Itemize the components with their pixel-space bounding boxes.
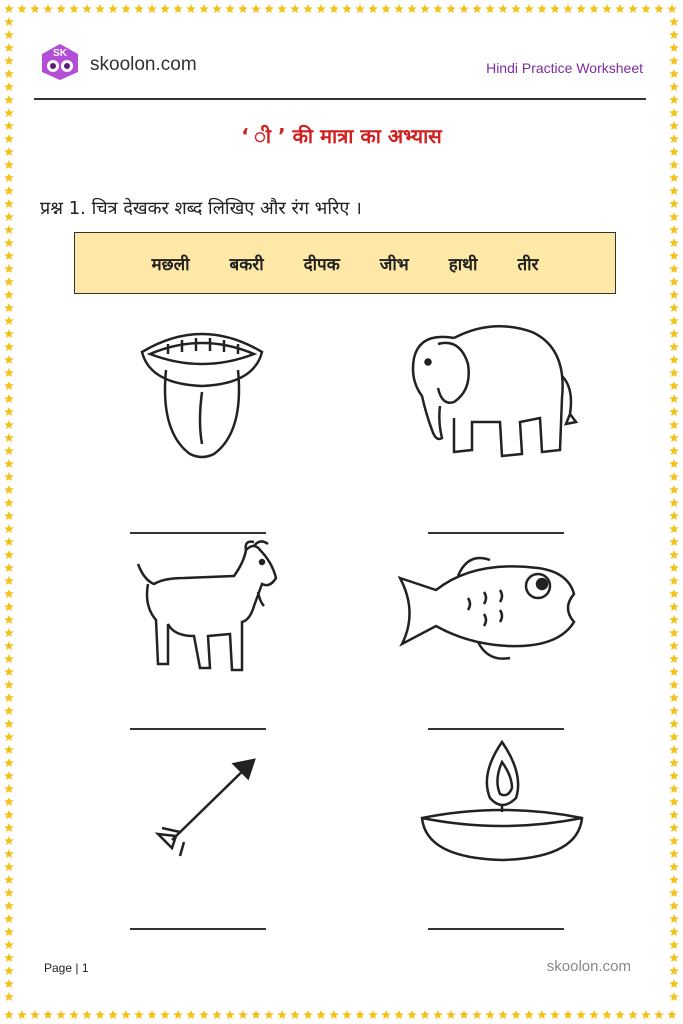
border-star-icon — [669, 95, 679, 104]
border-star-icon — [669, 303, 679, 312]
border-star-icon — [4, 394, 14, 403]
border-star-icon — [524, 1010, 534, 1019]
border-star-icon — [669, 940, 679, 949]
border-star-icon — [4, 524, 14, 533]
border-star-icon — [4, 576, 14, 585]
answer-line[interactable] — [130, 532, 266, 534]
border-star-icon — [4, 420, 14, 429]
border-star-icon — [472, 1010, 482, 1019]
border-star-icon — [4, 264, 14, 273]
border-star-icon — [134, 1010, 144, 1019]
border-star-icon — [669, 602, 679, 611]
border-star-icon — [381, 4, 391, 13]
border-star-icon — [303, 1010, 313, 1019]
border-star-icon — [173, 1010, 183, 1019]
border-star-icon — [4, 667, 14, 676]
border-star-icon — [669, 810, 679, 819]
border-star-icon — [669, 524, 679, 533]
border-star-icon — [394, 4, 404, 13]
border-star-icon — [669, 264, 679, 273]
border-star-icon — [82, 4, 92, 13]
border-star-icon — [669, 654, 679, 663]
border-star-icon — [550, 1010, 560, 1019]
border-star-icon — [4, 407, 14, 416]
border-star-icon — [669, 797, 679, 806]
border-star-icon — [4, 953, 14, 962]
elephant-icon — [402, 318, 580, 466]
border-star-icon — [4, 628, 14, 637]
border-star-icon — [669, 953, 679, 962]
page-number — [44, 961, 89, 975]
border-star-icon — [4, 680, 14, 689]
word-item: बकरी — [229, 254, 264, 275]
border-star-icon — [4, 368, 14, 377]
border-star-icon — [669, 433, 679, 442]
border-star-icon — [669, 615, 679, 624]
border-star-icon — [537, 4, 547, 13]
border-star-icon — [407, 4, 417, 13]
border-star-icon — [669, 862, 679, 871]
border-star-icon — [4, 537, 14, 546]
border-star-icon — [251, 4, 261, 13]
border-star-icon — [563, 1010, 573, 1019]
border-star-icon — [669, 537, 679, 546]
border-star-icon — [303, 4, 313, 13]
border-star-icon — [4, 316, 14, 325]
border-star-icon — [669, 394, 679, 403]
border-star-icon — [43, 1010, 53, 1019]
border-star-icon — [550, 4, 560, 13]
border-star-icon — [669, 407, 679, 416]
border-star-icon — [669, 381, 679, 390]
border-star-icon — [4, 732, 14, 741]
border-star-icon — [669, 82, 679, 91]
border-star-icon — [4, 940, 14, 949]
border-star-icon — [212, 4, 222, 13]
border-star-icon — [641, 1010, 651, 1019]
border-star-icon — [147, 4, 157, 13]
border-star-icon — [433, 1010, 443, 1019]
border-star-icon — [602, 1010, 612, 1019]
border-star-icon — [4, 17, 14, 26]
border-star-icon — [669, 108, 679, 117]
border-star-icon — [4, 823, 14, 832]
border-star-icon — [355, 4, 365, 13]
border-star-icon — [537, 1010, 547, 1019]
border-star-icon — [669, 550, 679, 559]
border-star-icon — [4, 901, 14, 910]
border-star-icon — [43, 4, 53, 13]
diya-icon — [418, 738, 586, 866]
border-star-icon — [669, 290, 679, 299]
border-star-icon — [4, 979, 14, 988]
border-star-icon — [4, 810, 14, 819]
border-star-icon — [4, 641, 14, 650]
border-star-icon — [669, 641, 679, 650]
border-star-icon — [669, 732, 679, 741]
border-star-icon — [669, 784, 679, 793]
border-star-icon — [4, 745, 14, 754]
border-star-icon — [669, 225, 679, 234]
border-star-icon — [30, 4, 40, 13]
border-star-icon — [667, 4, 677, 13]
border-star-icon — [669, 485, 679, 494]
border-star-icon — [511, 1010, 521, 1019]
border-star-icon — [4, 108, 14, 117]
border-star-icon — [147, 1010, 157, 1019]
answer-line[interactable] — [428, 532, 564, 534]
border-star-icon — [17, 1010, 27, 1019]
answer-line[interactable] — [428, 728, 564, 730]
goat-icon — [134, 540, 280, 676]
border-star-icon — [669, 745, 679, 754]
border-star-icon — [669, 43, 679, 52]
border-star-icon — [4, 69, 14, 78]
border-star-icon — [4, 160, 14, 169]
border-star-icon — [669, 836, 679, 845]
border-star-icon — [4, 43, 14, 52]
border-star-icon — [4, 329, 14, 338]
border-star-icon — [225, 1010, 235, 1019]
border-star-icon — [4, 277, 14, 286]
border-star-icon — [108, 1010, 118, 1019]
border-star-icon — [446, 1010, 456, 1019]
border-star-icon — [4, 290, 14, 299]
border-star-icon — [669, 420, 679, 429]
border-star-icon — [342, 4, 352, 13]
border-star-icon — [134, 4, 144, 13]
border-star-icon — [56, 4, 66, 13]
border-star-icon — [669, 511, 679, 520]
border-star-icon — [4, 992, 14, 1001]
border-star-icon — [485, 1010, 495, 1019]
border-star-icon — [4, 199, 14, 208]
border-star-icon — [108, 4, 118, 13]
border-star-icon — [342, 1010, 352, 1019]
border-star-icon — [238, 1010, 248, 1019]
skoolon-logo — [36, 42, 84, 82]
border-star-icon — [4, 550, 14, 559]
border-star-icon — [669, 771, 679, 780]
border-star-icon — [576, 4, 586, 13]
border-star-icon — [4, 212, 14, 221]
border-star-icon — [121, 1010, 131, 1019]
border-star-icon — [669, 576, 679, 585]
page-separator: | — [75, 961, 79, 975]
page-label: Page — [44, 961, 73, 975]
border-star-icon — [4, 251, 14, 260]
border-star-icon — [4, 355, 14, 364]
border-star-icon — [225, 4, 235, 13]
border-star-icon — [4, 914, 14, 923]
border-star-icon — [4, 381, 14, 390]
border-star-icon — [472, 4, 482, 13]
border-star-icon — [69, 4, 79, 13]
page-number-value: 1 — [81, 961, 89, 975]
border-star-icon — [669, 901, 679, 910]
border-star-icon — [615, 4, 625, 13]
border-star-icon — [433, 4, 443, 13]
border-star-icon — [669, 251, 679, 260]
border-star-icon — [669, 563, 679, 572]
border-star-icon — [4, 82, 14, 91]
border-star-icon — [669, 472, 679, 481]
border-star-icon — [669, 199, 679, 208]
border-star-icon — [669, 914, 679, 923]
border-star-icon — [420, 1010, 430, 1019]
border-star-icon — [290, 1010, 300, 1019]
border-star-icon — [4, 888, 14, 897]
border-star-icon — [446, 4, 456, 13]
border-star-icon — [4, 511, 14, 520]
tongue-icon — [138, 322, 266, 462]
border-star-icon — [355, 1010, 365, 1019]
border-star-icon — [563, 4, 573, 13]
border-star-icon — [199, 4, 209, 13]
border-star-icon — [4, 186, 14, 195]
border-star-icon — [4, 615, 14, 624]
border-star-icon — [69, 1010, 79, 1019]
border-star-icon — [589, 4, 599, 13]
border-star-icon — [669, 979, 679, 988]
border-star-icon — [4, 966, 14, 975]
border-star-icon — [4, 836, 14, 845]
border-star-icon — [277, 1010, 287, 1019]
border-star-icon — [4, 875, 14, 884]
border-star-icon — [4, 589, 14, 598]
border-star-icon — [4, 238, 14, 247]
border-star-icon — [669, 758, 679, 767]
border-star-icon — [459, 1010, 469, 1019]
border-star-icon — [4, 706, 14, 715]
border-star-icon — [316, 1010, 326, 1019]
border-star-icon — [669, 966, 679, 975]
border-star-icon — [290, 4, 300, 13]
border-star-icon — [498, 1010, 508, 1019]
border-star-icon — [121, 4, 131, 13]
border-star-icon — [669, 316, 679, 325]
border-star-icon — [173, 4, 183, 13]
word-item: तीर — [517, 254, 539, 275]
border-star-icon — [4, 784, 14, 793]
border-star-icon — [669, 667, 679, 676]
answer-line[interactable] — [130, 728, 266, 730]
border-star-icon — [4, 303, 14, 312]
border-star-icon — [30, 1010, 40, 1019]
border-star-icon — [669, 992, 679, 1001]
border-star-icon — [4, 1010, 14, 1019]
border-star-icon — [511, 4, 521, 13]
border-star-icon — [4, 602, 14, 611]
answer-line[interactable] — [428, 928, 564, 930]
border-star-icon — [602, 4, 612, 13]
worksheet-label: Hindi Practice Worksheet — [486, 60, 643, 76]
border-star-icon — [669, 446, 679, 455]
footer-site: skoolon.com — [546, 958, 631, 975]
border-star-icon — [669, 589, 679, 598]
border-star-icon — [251, 1010, 261, 1019]
border-star-icon — [669, 888, 679, 897]
border-star-icon — [56, 1010, 66, 1019]
border-star-icon — [669, 69, 679, 78]
border-star-icon — [264, 1010, 274, 1019]
header-divider — [34, 98, 646, 100]
border-star-icon — [4, 654, 14, 663]
border-star-icon — [669, 927, 679, 936]
border-star-icon — [95, 4, 105, 13]
border-star-icon — [4, 771, 14, 780]
border-star-icon — [628, 4, 638, 13]
border-star-icon — [4, 433, 14, 442]
border-star-icon — [4, 56, 14, 65]
border-star-icon — [669, 238, 679, 247]
page-title: ‘ ी ’ की मात्रा का अभ्यास — [241, 124, 442, 148]
border-star-icon — [669, 212, 679, 221]
border-star-icon — [4, 693, 14, 702]
answer-line[interactable] — [130, 928, 266, 930]
arrow-icon — [150, 752, 262, 860]
border-star-icon — [485, 4, 495, 13]
border-star-icon — [669, 680, 679, 689]
border-star-icon — [381, 1010, 391, 1019]
brand-name: skoolon.com — [90, 54, 197, 75]
border-star-icon — [669, 693, 679, 702]
border-star-icon — [669, 30, 679, 39]
border-star-icon — [4, 719, 14, 728]
question-text: प्रश्न 1. चित्र देखकर शब्द लिखिए और रंग भरिए । — [40, 198, 362, 219]
border-star-icon — [669, 823, 679, 832]
border-star-icon — [524, 4, 534, 13]
border-star-icon — [669, 342, 679, 351]
border-star-icon — [4, 95, 14, 104]
border-star-icon — [17, 4, 27, 13]
border-star-icon — [4, 30, 14, 39]
border-star-icon — [669, 628, 679, 637]
border-star-icon — [669, 186, 679, 195]
border-star-icon — [641, 4, 651, 13]
border-star-icon — [669, 719, 679, 728]
border-star-icon — [394, 1010, 404, 1019]
border-star-icon — [669, 173, 679, 182]
border-star-icon — [654, 1010, 664, 1019]
border-star-icon — [4, 862, 14, 871]
border-star-icon — [264, 4, 274, 13]
border-star-icon — [4, 459, 14, 468]
border-star-icon — [669, 459, 679, 468]
border-star-icon — [667, 1010, 677, 1019]
border-star-icon — [669, 160, 679, 169]
border-star-icon — [186, 4, 196, 13]
border-star-icon — [615, 1010, 625, 1019]
border-star-icon — [669, 355, 679, 364]
border-star-icon — [589, 1010, 599, 1019]
border-star-icon — [4, 472, 14, 481]
border-star-icon — [160, 4, 170, 13]
border-star-icon — [277, 4, 287, 13]
border-star-icon — [669, 329, 679, 338]
border-star-icon — [576, 1010, 586, 1019]
word-item: दीपक — [303, 254, 340, 275]
border-star-icon — [669, 17, 679, 26]
word-bank — [74, 232, 616, 294]
border-star-icon — [4, 563, 14, 572]
border-star-icon — [368, 4, 378, 13]
border-star-icon — [329, 4, 339, 13]
fish-icon — [398, 552, 578, 670]
border-star-icon — [4, 797, 14, 806]
word-item: हाथी — [448, 254, 478, 275]
border-star-icon — [316, 4, 326, 13]
border-star-icon — [669, 498, 679, 507]
border-star-icon — [238, 4, 248, 13]
border-star-icon — [669, 849, 679, 858]
border-star-icon — [95, 1010, 105, 1019]
border-star-icon — [186, 1010, 196, 1019]
border-star-icon — [669, 368, 679, 377]
border-star-icon — [4, 485, 14, 494]
border-star-icon — [4, 927, 14, 936]
border-star-icon — [669, 875, 679, 884]
border-star-icon — [459, 4, 469, 13]
border-star-icon — [329, 1010, 339, 1019]
border-star-icon — [199, 1010, 209, 1019]
border-star-icon — [669, 56, 679, 65]
border-star-icon — [4, 225, 14, 234]
border-star-icon — [368, 1010, 378, 1019]
border-star-icon — [4, 446, 14, 455]
border-star-icon — [669, 277, 679, 286]
border-star-icon — [4, 4, 14, 13]
border-star-icon — [160, 1010, 170, 1019]
border-star-icon — [82, 1010, 92, 1019]
border-star-icon — [628, 1010, 638, 1019]
word-item: मछली — [151, 254, 190, 275]
border-star-icon — [4, 758, 14, 767]
border-star-icon — [669, 706, 679, 715]
border-star-icon — [498, 4, 508, 13]
border-star-icon — [4, 173, 14, 182]
word-item: जीभ — [379, 254, 409, 275]
border-star-icon — [212, 1010, 222, 1019]
border-star-icon — [4, 498, 14, 507]
border-star-icon — [654, 4, 664, 13]
svg-text:SK: SK — [53, 48, 67, 59]
border-star-icon — [4, 342, 14, 351]
border-star-icon — [407, 1010, 417, 1019]
border-star-icon — [4, 849, 14, 858]
border-star-icon — [420, 4, 430, 13]
